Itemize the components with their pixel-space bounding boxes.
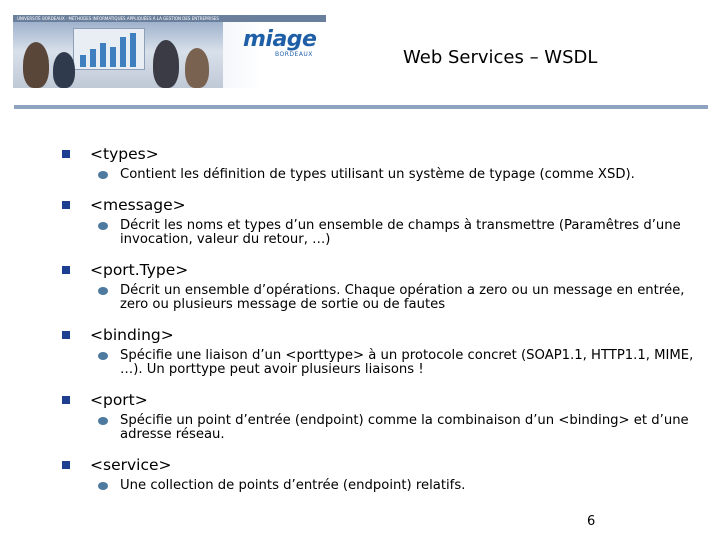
bar-chart-graphic [74,29,144,69]
bullet-heading-text: <port> [90,391,148,409]
header-banner-image [13,15,326,88]
list-item [62,259,702,312]
round-bullet-icon [98,482,108,490]
bullet-heading-text: <port.Type> [90,261,189,279]
sub-bullet-text: Une collection de points d’entrée (endpoint) relatifs. [120,478,466,493]
sub-bullet-text: Contient les définition de types utilisant un système de typage (comme XSD). [120,167,635,182]
bullet-heading-text: <binding> [90,326,174,344]
round-bullet-icon [98,287,108,295]
square-bullet-icon [62,266,70,274]
miage-logo-subtitle: BORDEAUX [275,51,313,58]
bullet-heading [62,324,702,346]
bullet-list [62,143,702,505]
bullet-heading [62,454,702,476]
list-item [62,194,702,247]
bullet-heading [62,143,702,165]
sub-bullet-text: Spécifie un point d’entrée (endpoint) comme la combinaison d’un <binding> et d’une adresse réseau. [120,413,689,442]
sub-bullet-text: Décrit les noms et types d’un ensemble de champs à transmettre (Paramêtres d’une invocation, valeur du retour, …) [120,218,681,247]
list-item [62,324,702,377]
list-item [62,389,702,442]
bullet-heading [62,389,702,411]
bullet-heading [62,194,702,216]
round-bullet-icon [98,417,108,425]
person-figure [185,48,209,88]
banner-strip: UNIVERSITÉ BORDEAUX · MÉTHODES INFORMATIQUES APPLIQUÉES À LA GESTION DES ENTREPRISES [13,15,326,22]
person-figure [153,40,179,88]
round-bullet-icon [98,171,108,179]
list-item [62,143,702,182]
bullet-heading-text: <service> [90,456,172,474]
square-bullet-icon [62,331,70,339]
sub-bullet [62,168,702,182]
slide-title: Web Services – WSDL [403,47,598,68]
sub-bullet [62,349,702,377]
square-bullet-icon [62,150,70,158]
round-bullet-icon [98,352,108,360]
title-divider [14,105,708,109]
person-figure [53,52,75,88]
office-scene-image [13,22,223,88]
page-number: 6 [587,514,596,529]
square-bullet-icon [62,201,70,209]
bullet-heading-text: <types> [90,145,159,163]
sub-bullet [62,414,702,442]
square-bullet-icon [62,461,70,469]
sub-bullet-text: Décrit un ensemble d’opérations. Chaque opération a zero ou un message en entrée, zero ou plusieurs message de sortie ou de fautes [120,283,685,312]
sub-bullet [62,284,702,312]
round-bullet-icon [98,222,108,230]
chart-screen [73,28,145,70]
sub-bullet [62,479,702,493]
sub-bullet [62,219,702,247]
bullet-heading-text: <message> [90,196,186,214]
sub-bullet-text: Spécifie une liaison d’un <porttype> à un protocole concret (SOAP1.1, HTTP1.1, MIME, …). Un porttype peut avoir plusieurs liaisons ! [120,348,694,377]
person-figure [23,42,49,88]
square-bullet-icon [62,396,70,404]
bullet-heading [62,259,702,281]
list-item [62,454,702,493]
miage-logo: miage [243,27,317,52]
